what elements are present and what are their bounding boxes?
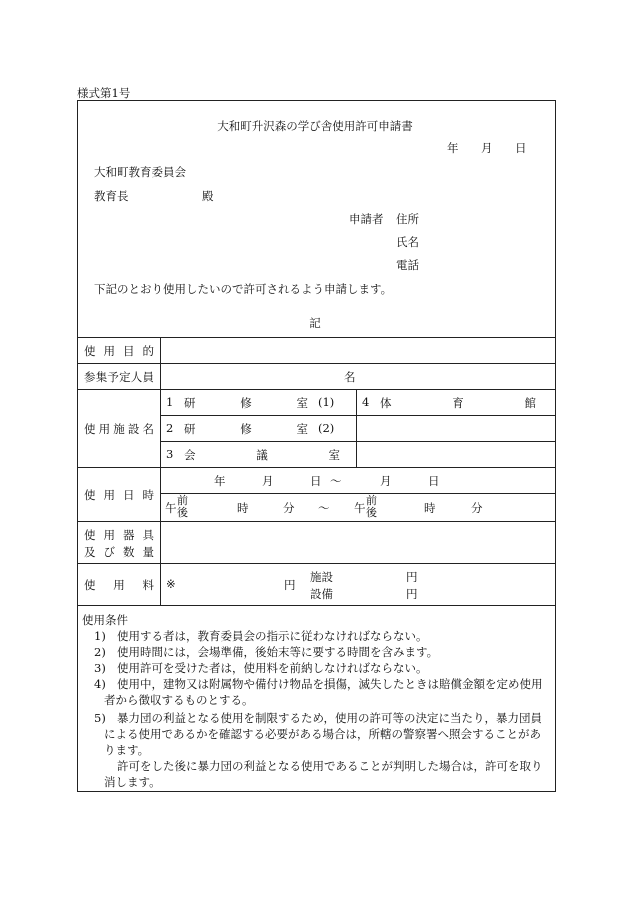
row-divider bbox=[77, 389, 556, 390]
label-char: 施 bbox=[113, 422, 125, 436]
dt-ato-end: 後 bbox=[366, 506, 377, 519]
row-divider bbox=[77, 337, 556, 338]
applicant-phone: 電話 bbox=[396, 258, 419, 272]
fee-mark: ※ bbox=[166, 577, 176, 591]
condition-4-no: 4) bbox=[94, 677, 106, 691]
label-char: 使 bbox=[84, 578, 96, 592]
dt-month2: 月 bbox=[380, 474, 392, 488]
dt-day: 日 bbox=[310, 474, 322, 488]
condition-1-no: 1) bbox=[94, 629, 106, 643]
label-char: 的 bbox=[142, 344, 154, 358]
dt-day2: 日 bbox=[428, 474, 440, 488]
dt-mae-end: 前 bbox=[366, 494, 377, 507]
label-char: び bbox=[103, 545, 115, 559]
fee-label bbox=[84, 577, 154, 593]
facility-1-name: 研 修 室 bbox=[184, 396, 308, 410]
label-char: 人 bbox=[130, 370, 143, 384]
form-title: 大和町升沢森の学び舎使用許可申請書 bbox=[217, 119, 413, 133]
condition-5-cont: による使用であるかを確認する必要がある場合は，所轄の警察署へ照会することがあ bbox=[104, 727, 541, 741]
label-char: 員 bbox=[142, 370, 154, 384]
label-column-divider bbox=[160, 337, 161, 605]
condition-3-text: 使用許可を受けた者は，使用料を前納しなければならない。 bbox=[117, 661, 428, 675]
row-divider bbox=[160, 415, 556, 416]
facility-2-suffix: (2) bbox=[318, 421, 335, 435]
addressee-org: 大和町教育委員会 bbox=[94, 165, 186, 179]
dt-gozen-end: 午 bbox=[354, 501, 366, 515]
equipment-label-line2 bbox=[84, 544, 154, 560]
datetime-label bbox=[84, 487, 154, 503]
ki-label: 記 bbox=[309, 316, 321, 330]
fee-yen: 円 bbox=[284, 578, 296, 592]
label-char: 及 bbox=[84, 545, 96, 559]
label-char: 用 bbox=[98, 422, 111, 436]
dt-hour-start: 時 bbox=[237, 501, 249, 515]
request-text: 下記のとおり使用したいので許可されるよう申請します。 bbox=[94, 282, 393, 296]
facility-column-divider bbox=[356, 389, 357, 467]
facility-2-name: 研 修 室 bbox=[184, 422, 308, 436]
label-char: 用 bbox=[103, 344, 115, 358]
facility-1-suffix: (1) bbox=[318, 395, 335, 409]
dt-tilde: ～ bbox=[330, 474, 342, 488]
row-divider bbox=[160, 493, 556, 494]
label-char: 器 bbox=[123, 528, 135, 542]
dt-tilde-2: ～ bbox=[318, 501, 330, 515]
label-char: 用 bbox=[103, 528, 115, 542]
condition-2-no: 2) bbox=[94, 645, 106, 659]
row-divider bbox=[77, 363, 556, 364]
label-char: 集 bbox=[95, 370, 108, 384]
condition-3-no: 3) bbox=[94, 661, 106, 675]
label-char: 予 bbox=[107, 370, 119, 384]
addressee-title: 教育長 bbox=[94, 189, 129, 203]
label-char: 参 bbox=[84, 370, 96, 384]
applicant-name: 氏名 bbox=[396, 235, 419, 249]
label-char: 数 bbox=[123, 545, 135, 559]
row-divider bbox=[77, 563, 556, 564]
applicant-label: 申請者 bbox=[349, 212, 384, 226]
label-char: 使 bbox=[84, 422, 96, 436]
facility-4-name: 体 育 館 bbox=[380, 396, 536, 410]
facility-3-name: 会 議 室 bbox=[184, 448, 340, 462]
label-char: 使 bbox=[84, 488, 96, 502]
label-char: 定 bbox=[119, 370, 131, 384]
dt-gozen-start: 午 bbox=[165, 501, 177, 515]
attendees-label bbox=[84, 369, 154, 385]
addressee-honorific: 殿 bbox=[202, 189, 214, 203]
date-day: 日 bbox=[515, 141, 527, 155]
row-divider bbox=[77, 467, 556, 468]
form-number: 様式第1号 bbox=[77, 86, 131, 100]
dt-minute-end: 分 bbox=[471, 501, 483, 515]
condition-5-cont2: ります。 bbox=[104, 743, 150, 757]
date-year: 年 bbox=[447, 141, 459, 155]
facility-2-no: 2 bbox=[166, 421, 174, 435]
fee-setsubi: 設備 bbox=[310, 587, 333, 601]
applicant-address: 住所 bbox=[396, 212, 419, 226]
condition-1-text: 使用する者は，教育委員会の指示に従わなければならない。 bbox=[117, 629, 428, 643]
label-char: 具 bbox=[142, 528, 154, 542]
dt-month: 月 bbox=[262, 474, 274, 488]
conditions-note-line1: 許可をした後に暴力団の利益となる使用であることが判明した場合は，許可を取り bbox=[117, 759, 543, 773]
label-char: 用 bbox=[113, 578, 125, 592]
facility-4-no: 4 bbox=[362, 395, 370, 409]
conditions-title: 使用条件 bbox=[82, 613, 128, 627]
label-char: 日 bbox=[123, 488, 135, 502]
label-char: 目 bbox=[123, 344, 135, 358]
label-char: 使 bbox=[84, 344, 96, 358]
condition-2-text: 使用時間には，会場準備，後始末等に要する時間を含みます。 bbox=[117, 645, 439, 659]
condition-4-cont: 者から徴収するものとする。 bbox=[104, 693, 254, 707]
condition-4-text: 使用中，建物又は附属物や備付け物品を損傷，滅失したときは賠償金額を定め使用 bbox=[117, 677, 543, 691]
dt-ato-start: 後 bbox=[177, 506, 188, 519]
attendees-unit: 名 bbox=[344, 370, 356, 384]
row-divider bbox=[77, 521, 556, 522]
label-char: 名 bbox=[142, 422, 154, 436]
label-char: 設 bbox=[127, 422, 140, 436]
condition-5-text: 暴力団の利益となる使用を制限するため，使用の許可等の決定に当たり，暴力団員 bbox=[117, 711, 543, 725]
label-char: 用 bbox=[103, 488, 115, 502]
label-char: 使 bbox=[84, 528, 96, 542]
dt-mae-start: 前 bbox=[177, 494, 188, 507]
fee-yen-shisetsu: 円 bbox=[406, 570, 418, 584]
row-divider bbox=[160, 441, 556, 442]
fee-yen-setsubi: 円 bbox=[406, 587, 418, 601]
facility-1-no: 1 bbox=[166, 395, 174, 409]
condition-5-no: 5) bbox=[94, 711, 106, 725]
label-char: 料 bbox=[142, 578, 154, 592]
dt-hour-end: 時 bbox=[424, 501, 436, 515]
date-month: 月 bbox=[481, 141, 493, 155]
facility-3-no: 3 bbox=[166, 447, 174, 461]
dt-minute-start: 分 bbox=[283, 501, 295, 515]
label-char: 量 bbox=[142, 545, 154, 559]
row-divider bbox=[77, 605, 556, 606]
dt-year: 年 bbox=[214, 474, 226, 488]
facility-label bbox=[84, 421, 154, 437]
conditions-note-line2: 消します。 bbox=[104, 775, 161, 789]
fee-shisetsu: 施設 bbox=[310, 570, 333, 584]
purpose-label bbox=[84, 343, 154, 359]
label-char: 時 bbox=[142, 488, 154, 502]
equipment-label-line1 bbox=[84, 527, 154, 543]
